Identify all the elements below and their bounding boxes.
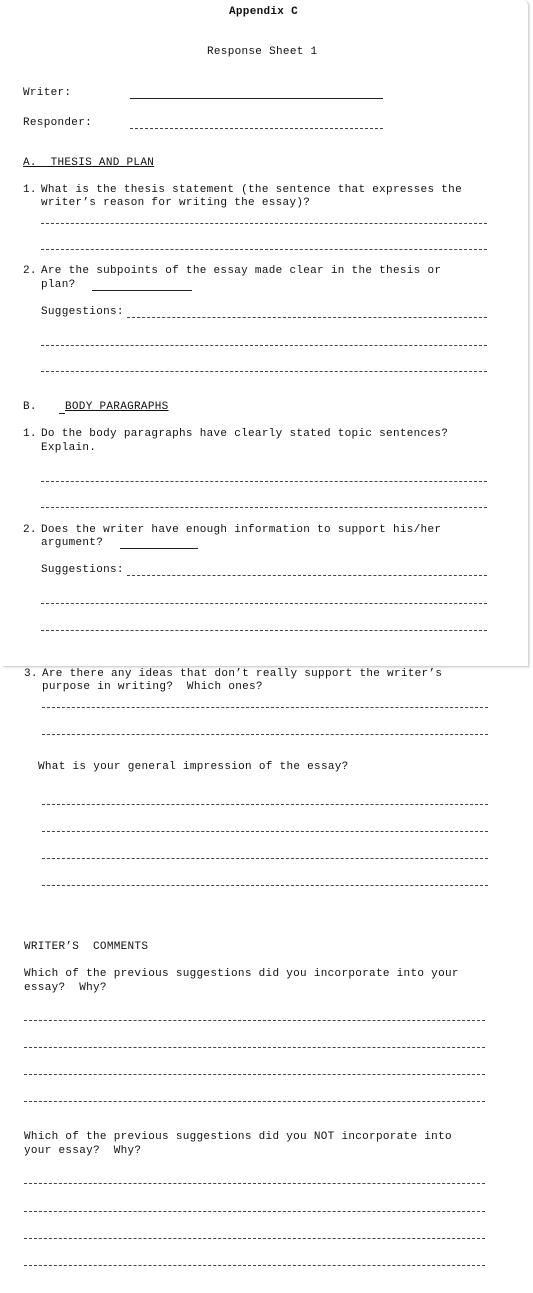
wc-q2-answer-line[interactable] — [24, 1238, 485, 1239]
a-suggestions-label: Suggestions: — [41, 306, 124, 318]
writers-comments-heading: WRITER’S COMMENTS — [24, 941, 149, 953]
wc-q2-answer-line[interactable] — [24, 1265, 485, 1266]
a-q1-answer-line[interactable] — [41, 249, 487, 250]
a-q1-line2: writer’s reason for writing the essay)? — [41, 197, 311, 209]
b-q3-answer-line[interactable] — [42, 707, 488, 708]
impression-question: What is your general impression of the essay? — [38, 761, 349, 773]
wc-q1-answer-line[interactable] — [24, 1020, 485, 1021]
wc-q1-answer-line[interactable] — [24, 1047, 485, 1048]
b-q2-number: 2. — [23, 524, 37, 536]
b-q1-line2: Explain. — [41, 442, 97, 454]
b-q3-line2: purpose in writing? Which ones? — [42, 681, 263, 693]
a-q1-line1: What is the thesis statement (the sentence that expresses the — [41, 184, 462, 196]
wc-q2-answer-line[interactable] — [24, 1183, 485, 1184]
a-q2-line2: plan? — [41, 279, 76, 291]
b-q1-answer-line[interactable] — [41, 481, 487, 482]
b-suggestions-line[interactable] — [127, 575, 487, 576]
a-q1-answer-line[interactable] — [41, 223, 487, 224]
a-q2-answer-line[interactable] — [92, 290, 192, 291]
impression-answer-line[interactable] — [42, 885, 488, 886]
sheet-title: Response Sheet 1 — [207, 46, 318, 58]
wc-q1-answer-line[interactable] — [24, 1074, 485, 1075]
a-suggestions-line[interactable] — [127, 317, 487, 318]
responder-field-line[interactable] — [130, 128, 383, 129]
writer-label: Writer: — [23, 87, 72, 99]
b-q1-answer-line[interactable] — [41, 507, 487, 508]
impression-answer-line[interactable] — [42, 804, 488, 805]
b-q3-line1: Are there any ideas that don’t really support the writer’s — [42, 668, 443, 680]
wc-q1-line1: Which of the previous suggestions did you incorporate into your — [24, 968, 459, 980]
b-q2-line2: argument? — [41, 537, 104, 549]
impression-answer-line[interactable] — [42, 831, 488, 832]
section-a-heading: A. THESIS AND PLAN — [23, 157, 155, 169]
b-q2-answer-line[interactable] — [120, 548, 198, 549]
b-q1-line1: Do the body paragraphs have clearly stated topic sentences? — [41, 428, 449, 440]
a-q2-line1: Are the subpoints of the essay made clear in the thesis or — [41, 265, 442, 277]
a-q2-number: 2. — [23, 265, 37, 277]
b-q2-line1: Does the writer have enough information to support his/her — [41, 524, 442, 536]
b-q3-answer-line[interactable] — [42, 734, 488, 735]
a-suggestions-line[interactable] — [41, 371, 487, 372]
wc-q2-answer-line[interactable] — [24, 1211, 485, 1212]
b-q3-number: 3. — [24, 668, 38, 680]
wc-q2-line1: Which of the previous suggestions did you NOT incorporate into — [24, 1131, 452, 1143]
section-b-heading: BODY PARAGRAPHS — [65, 401, 169, 413]
responder-label: Responder: — [23, 117, 93, 129]
impression-answer-line[interactable] — [42, 858, 488, 859]
wc-q1-answer-line[interactable] — [24, 1101, 485, 1102]
b-suggestions-line[interactable] — [41, 603, 487, 604]
b-suggestions-label: Suggestions: — [41, 564, 124, 576]
section-b-letter: B. — [23, 401, 37, 413]
b-q1-number: 1. — [23, 428, 37, 440]
a-q1-number: 1. — [23, 184, 37, 196]
b-suggestions-line[interactable] — [41, 630, 487, 631]
a-suggestions-line[interactable] — [41, 345, 487, 346]
wc-q2-line2: your essay? Why? — [24, 1145, 142, 1157]
appendix-label: Appendix C — [229, 6, 299, 18]
writer-field-line[interactable] — [130, 98, 383, 99]
wc-q1-line2: essay? Why? — [24, 982, 107, 994]
